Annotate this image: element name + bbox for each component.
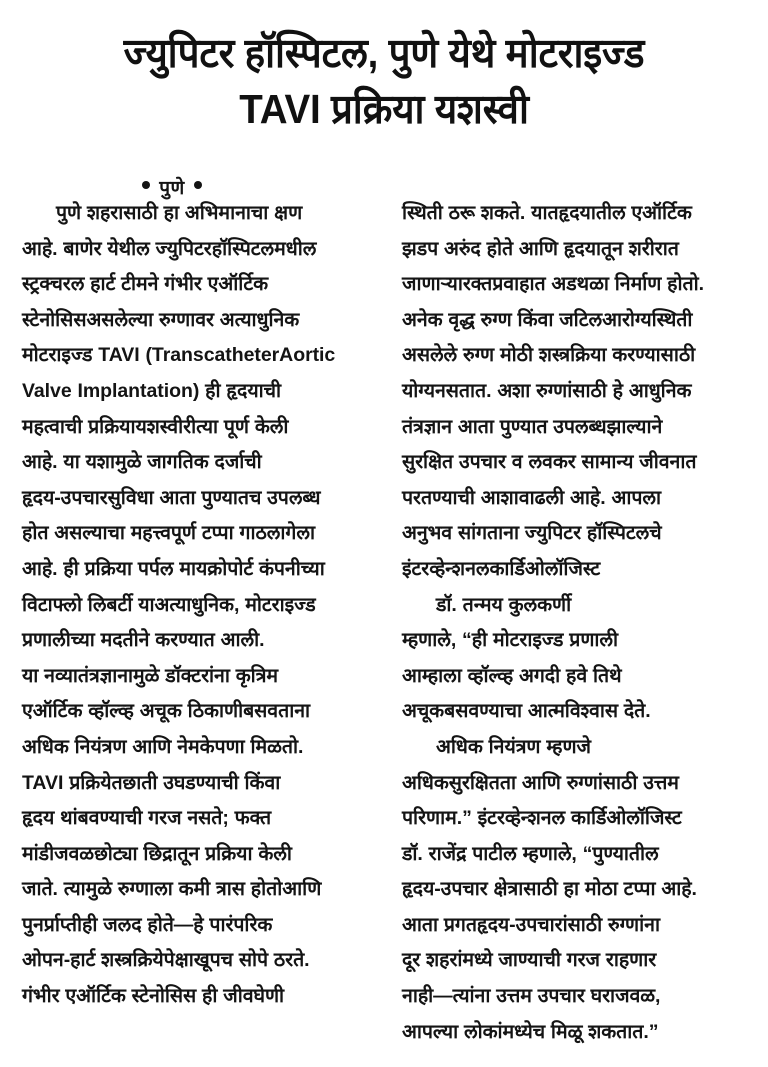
body-line: डॉ. राजेंद्र पाटील म्हणाले, “पुण्यातील <box>402 842 659 865</box>
body-line: स्ट्रक्चरल हार्ट टीमने गंभीर एऑर्टिक <box>22 273 269 296</box>
body-line: स्टेनोसिसअसलेल्या रुग्णावर अत्याधुनिक <box>22 308 300 331</box>
dateline-text: पुणे <box>159 177 185 199</box>
body-line: परिणाम.” इंटरव्हेन्शनल कार्डिओलॉजिस्ट <box>402 807 682 830</box>
body-line: महत्वाची प्रक्रियायशस्वीरीत्या पूर्ण केली <box>22 415 289 438</box>
column-left <box>22 196 366 1056</box>
body-line: अनुभव सांगताना ज्युपिटर हॉस्पिटलचे <box>402 522 662 545</box>
body-line: आता प्रगतहृदय-उपचारांसाठी रुग्णांना <box>402 913 660 936</box>
body-line: गंभीर एऑर्टिक स्टेनोसिस ही जीवघेणी <box>22 985 285 1008</box>
body-line: असलेले रुग्ण मोठी शस्त्रक्रिया करण्यासाठी <box>402 344 696 367</box>
body-line: आहे. बाणेर येथील ज्युपिटरहॉस्पिटलमधील <box>22 237 317 260</box>
headline-line-2: TAVI प्रक्रिया यशस्वी <box>239 85 529 132</box>
body-line: अचूकबसवण्याचा आत्मविश्वास देते. <box>402 700 651 723</box>
body-line: अधिक नियंत्रण म्हणजे <box>436 735 591 758</box>
body-line: अधिक नियंत्रण आणि नेमकेपणा मिळतो. <box>22 735 304 758</box>
body-line: पुनर्प्राप्तीही जलद होते—हे पारंपरिक <box>22 913 273 936</box>
body-line: मांडीजवळछोट्या छिद्रातून प्रक्रिया केली <box>22 842 292 865</box>
body-line: इंटरव्हेन्शनलकार्डिओलॉजिस्ट <box>402 557 601 580</box>
body-line: जाते. त्यामुळे रुग्णाला कमी त्रास होतोआणि <box>22 878 322 901</box>
article-columns <box>0 196 768 1056</box>
body-line: सुरक्षित उपचार व लवकर सामान्य जीवनात <box>402 451 697 474</box>
body-line: TAVI प्रक्रियेतछाती उघडण्याची किंवा <box>22 771 281 794</box>
body-paragraph-left <box>22 196 366 1015</box>
body-line: योग्यनसतात. अशा रुग्णांसाठी हे आधुनिक <box>402 379 692 402</box>
body-line: विटाफ्लो लिबर्टी याअत्याधुनिक, मोटराइज्ड <box>22 593 316 616</box>
body-line: आहे. ही प्रक्रिया पर्पल मायक्रोपोर्ट कंपनीच्या <box>22 557 325 580</box>
body-line: ओपन-हार्ट शस्त्रक्रियेपेक्षाखूपच सोपे ठरते. <box>22 949 310 972</box>
body-line: अधिकसुरक्षितता आणि रुग्णांसाठी उत्तम <box>402 771 679 794</box>
body-line: दूर शहरांमध्ये जाण्याची गरज राहणार <box>402 949 657 972</box>
body-line: हृदय-उपचारसुविधा आता पुण्यातच उपलब्ध <box>22 486 321 509</box>
body-line: होत असल्याचा महत्त्वपूर्ण टप्पा गाठलागेला <box>22 522 315 545</box>
body-line: मोटराइज्ड TAVI (TranscatheterAortic <box>22 344 336 367</box>
body-line: तंत्रज्ञान आता पुण्यात उपलब्धझाल्याने <box>402 415 663 438</box>
body-line-doctor-name: डॉ. तन्मय कुलकर्णी <box>436 593 572 616</box>
body-line: हृदय थांबवण्याची गरज नसते; फक्त <box>22 807 272 830</box>
body-line: झडप अरुंद होते आणि हृदयातून शरीरात <box>402 237 679 260</box>
body-line: नाही—त्यांना उत्तम उपचार घराजवळ, <box>402 985 661 1008</box>
column-right <box>402 196 746 1056</box>
headline-line-1: ज्युपिटर हॉस्पिटल, पुणे येथे मोटराइज्ड <box>123 30 645 76</box>
body-line: आपल्या लोकांमध्येच मिळू शकतात.” <box>402 1020 659 1043</box>
bullet-dot-icon <box>142 181 150 189</box>
body-line: परतण्याची आशावाढली आहे. आपला <box>402 486 661 509</box>
body-line: Valve Implantation) ही हृदयाची <box>22 379 282 402</box>
body-line: एऑर्टिक व्हॉल्व्ह अचूक ठिकाणीबसवताना <box>22 700 311 723</box>
body-line: अनेक वृद्ध रुग्ण किंवा जटिलआरोग्यस्थिती <box>402 308 693 331</box>
body-line: पुणे शहरासाठी हा अभिमानाचा क्षण <box>56 202 303 224</box>
body-line: आम्हाला व्हॉल्व्ह अगदी हवे तिथे <box>402 664 622 687</box>
body-line: जाणाऱ्यारक्तप्रवाहात अडथळा निर्माण होतो. <box>402 273 704 296</box>
body-line: प्रणालीच्या मदतीने करण्यात आली. <box>22 629 265 652</box>
body-line: म्हणाले, “ही मोटराइज्ड प्रणाली <box>402 629 619 652</box>
body-paragraph-right <box>402 196 746 1050</box>
body-line: आहे. या यशामुळे जागतिक दर्जाची <box>22 451 262 474</box>
body-line: स्थिती ठरू शकते. यातहृदयातील एऑर्टिक <box>402 202 692 224</box>
body-line: या नव्यातंत्रज्ञानामुळे डॉक्टरांना कृत्रिम <box>22 664 279 687</box>
page-title <box>23 0 745 138</box>
bullet-dot-icon <box>194 181 202 189</box>
body-line: हृदय-उपचार क्षेत्रासाठी हा मोठा टप्पा आहे. <box>402 878 697 901</box>
